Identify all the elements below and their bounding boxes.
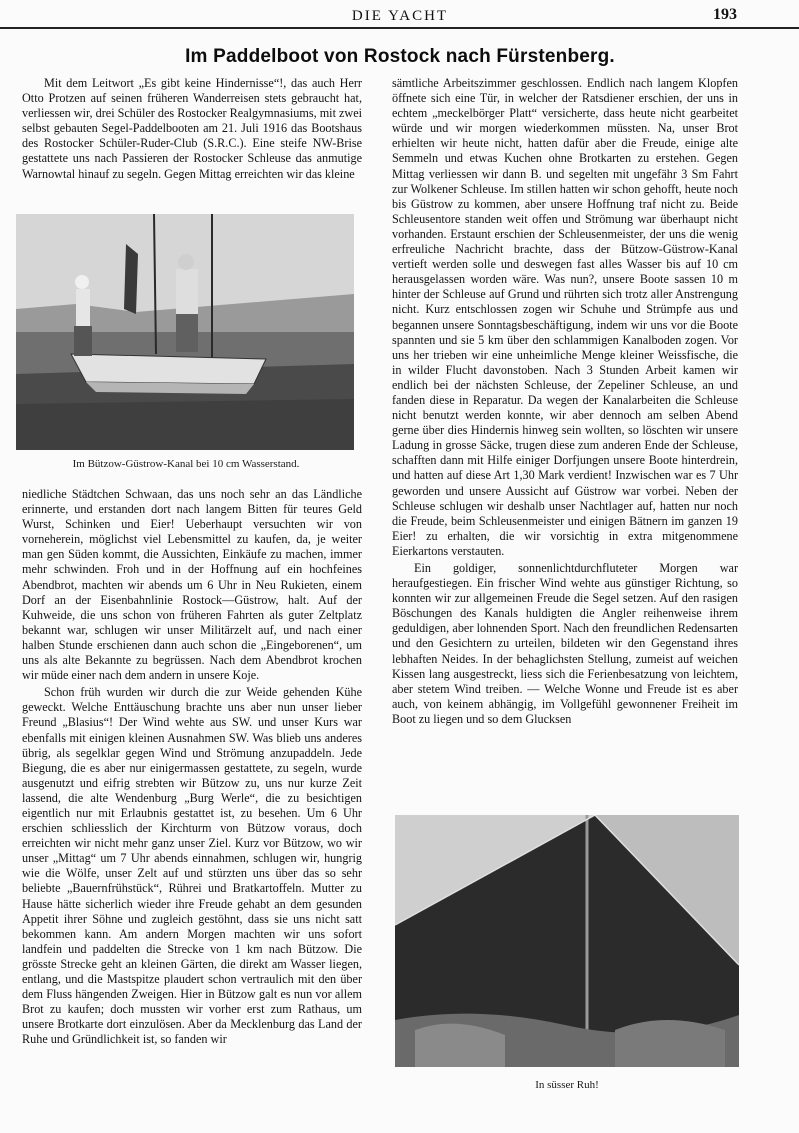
boats-on-canal-image [16, 214, 354, 450]
left-column-top [22, 76, 362, 182]
journal-name: DIE YACHT [351, 8, 449, 24]
paragraph-intro: Mit dem Leitwort „Es gibt keine Hindernisse“!, das auch Herr Otto Protzen auf seinen früheren Wanderreisen stets gebraucht hat, verliessen wir, drei Schüler des Rostocker Realgymnasiums, mit zwei selbst gebauten Segel-Paddelbooten am 21. Juli 1916 das Bootshaus des Rostocker Schüler-Ruder-Club (S.R.C.). Eine steife NW-Brise gestattete uns nach Passieren der Rostocker Schleuse das anmutige Warnowtal hinauf zu segeln. Gegen Mittag erreichten wir das kleine [22, 76, 363, 181]
figure-caption-2: In süsser Ruh! [535, 1079, 599, 1091]
paragraph-buetzow: Schon früh wurden wir durch die zur Weide gehenden Kühe geweckt. Welche Enttäuschung brachte uns aber nun unser lieber Freund „Blasius“! Der Wind wehte aus SW. und unser Kurs war ebenfalls mit einigen kleinen Ausnahmen SW. Was blieb uns anderes übrig, als segelklar gegen Wind und Strömung anzupaddeln. Jede Biegung, die es aber nur einigermassen gestattete, zu segeln, wurde ausgenutzt und eifrig strebten wir Bützow zu, uns nur kurze Zeit lassend, die alte Wendenburg „Burg Werle“, die zu besichtigen eigentlich nur mit Erlaubnis gestattet ist, zu besehen. Um 6 Uhr erschien schliesslich der Kirchturm von Bützow voraus, doch erreichten wir nicht mehr ganz unser Ziel. Kurz vor Bützow, wo wir unser „Mittag“ um 7 Uhr abends einnahmen, schlugen wir, hungrig wie die Wölfe, unser Zelt auf und stürzten uns über das so sehr beliebte „Bauernfrühstück“, Rührei und Bratkartoffeln. Mutter zu Hause hätte sicherlich wieder ihre Freude gehabt an dem gesunden Appetit ihrer Söhne und zugleich gestöhnt, dass sie uns nicht satt bekommen kann. Am andern Morgen machten wir uns sofort landfein und paddelten die Strecke von 1 km nach Bützow. Die grösste Strecke geht an kleinen Gärten, die direkt am Wasser liegen, entlang, und die Mastspitze plaudert schon vertraulich mit den über dem Fluss hängenden Zweigen. Hier in Bützow galt es nun vor allem Brot zu kaufen; doch mussten wir vorher erst zum Rathaus, um unsere Brotkarte dort einzulösen. Aber da Mecklenburg das Land der Ruhe und Gründlichkeit ist, so fanden wir [22, 685, 362, 1047]
photo-boats-on-canal [16, 214, 354, 450]
right-column [392, 76, 738, 727]
photo-tent [395, 815, 739, 1067]
tent-image [395, 815, 739, 1067]
header-rule [0, 27, 799, 29]
left-column-bottom [22, 487, 362, 1047]
article-title: Im Paddelboot von Rostock nach Fürstenberg. [185, 46, 615, 67]
page-number: 193 [713, 6, 737, 23]
paragraph-morgen: Ein goldiger, sonnenlichtdurchfluteter Morgen war heraufgestiegen. Ein frischer Wind wehte aus günstiger Richtung, so konnten wir zur allgemeinen Freude die Segel setzen. Auf den rasigen Böschungen des Kanals huldigten die Angler reihenweise ihrem geduldigen, aber lohnenden Sport. Nach den freundlichen Redensarten und den Gesichtern zu urteilen, bildeten wir den Gegenstand ihres lebhaften Neides. In der behaglichsten Stellung, zumeist auf weichen Kissen lang ausgestreckt, liess sich die Ferienbesatzung von leichtem, aber stetem Wind treiben. — Welche Wonne und Freude ist es aber auch, von keinem abhängig, im Vollgefühl gewonnener Freiheit im Boot zu liegen und so dem Glucksen [392, 561, 738, 726]
paragraph-rathaus: sämtliche Arbeitszimmer geschlossen. Endlich nach langem Klopfen öffnete sich eine Tür, in welcher der Ratsdiener erschien, der uns in echtem „meckelbörger Platt“ versicherte, dass heute nicht gearbeitet würde und wir morgen wiederkommen müssten. Na, unser Brot erhielten wir heute nicht, hatten dafür aber die Freude, einige alte Semmeln und etwas Kuchen ohne Brotkarten zu erstehen. Gegen Mittag verliessen wir dann B. und segelten mit ungefähr 3 Sm Fahrt zur Wolkener Schleuse. Im stillen hatten wir schon gehofft, heute noch bis Güstrow zu kommen, aber unsere Hoffnung traf nicht zu. Beide Schleusentore standen weit offen und Strömung war überhaupt nicht vorhanden. Erstaunt erschien der Schleusenmeister, der uns die wenig erfreuliche Nachricht brachte, dass der Bützow-Güstrow-Kanal vertieft werden solle und deswegen fast alles Wasser bis auf 10 cm herausgelassen worden wäre. Was nun?, unsere Boote sassen 10 m hinter der Schleuse auf Grund und rührten sich trotz aller Anstrengung nicht. Kurz entschlossen zogen wir Schuhe und Strümpfe aus und begannen unsere Sonntagsbeschäftigung, indem wir uns vor die Boote spannten und sie 5 km über den schlammigen Kanalboden zogen. Vor uns her trieben wir eine unheimliche Menge kleiner Weissfische, die in wilder Flucht davonstoben. Nach 3 Stunden Arbeit kamen wir endlich bei der nächsten Schleuse, der Zepeliner Schleuse, an und fanden diese in Reparatur. Da wegen der Kanalarbeiten die Schleuse nicht benutzt werden konnte, wir aber dennoch am selben Abend gerne über dies Hindernis hinweg sein wollten, so löschten wir unsere Ladung in grosse Säcke, trugen diese zum anderen Ende der Schleuse, schafften dann mit Hilfe einiger Dorfjungen unsere Boote hinterdrein, und hatten auf diese Art 1,30 Mark verdient! Inzwischen war es 7 Uhr geworden und unsere Aussicht auf Güstrow war vorbei. Neben der Schleuse schlugen wir deshalb unser Nachtlager auf, hatten nur noch die Freude, beim Schleusenmeister und einigen Bätnern im ganzen 19 Eier! zu erhalten, die wir vorsichtig in extra mitgenommene Eierkartons verstauten. [392, 76, 738, 558]
running-header [0, 6, 799, 28]
figure-caption-1: Im Bützow-Güstrow-Kanal bei 10 cm Wasserstand. [72, 458, 300, 470]
paragraph-schwaan: niedliche Städtchen Schwaan, das uns noch sehr an das Ländliche erinnerte, und erstanden dort nach langem Bitten für teures Geld Wurst, Schinken und Eier! Ueberhaupt versuchten wir von vorneherein, möglichst viel Lebensmittel zu kaufen, da, je weiter man gen Süden kommt, die Aussichten, Einkäufe zu machen, immer mehr schwinden. Froh und in der Hoffnung auf ein hochfeines Abendbrot, machten wir abends um 6 Uhr in Neu Rukieten, einem Dorf an der Eisenbahnlinie Rostock—Güstrow, halt. Auf der Kuhweide, die uns schon von früheren Fahrten als guter Zeltplatz bekannt war, schlugen wir unser Militärzelt auf, und nach einer halben Stunde erschienen dann auch schon die „Eingeborenen“, um uns als alte Bekannte zu begrüssen. Nach dem Abendbrot krochen wir müde einer nach dem andern in unsere Koje. [22, 487, 362, 683]
